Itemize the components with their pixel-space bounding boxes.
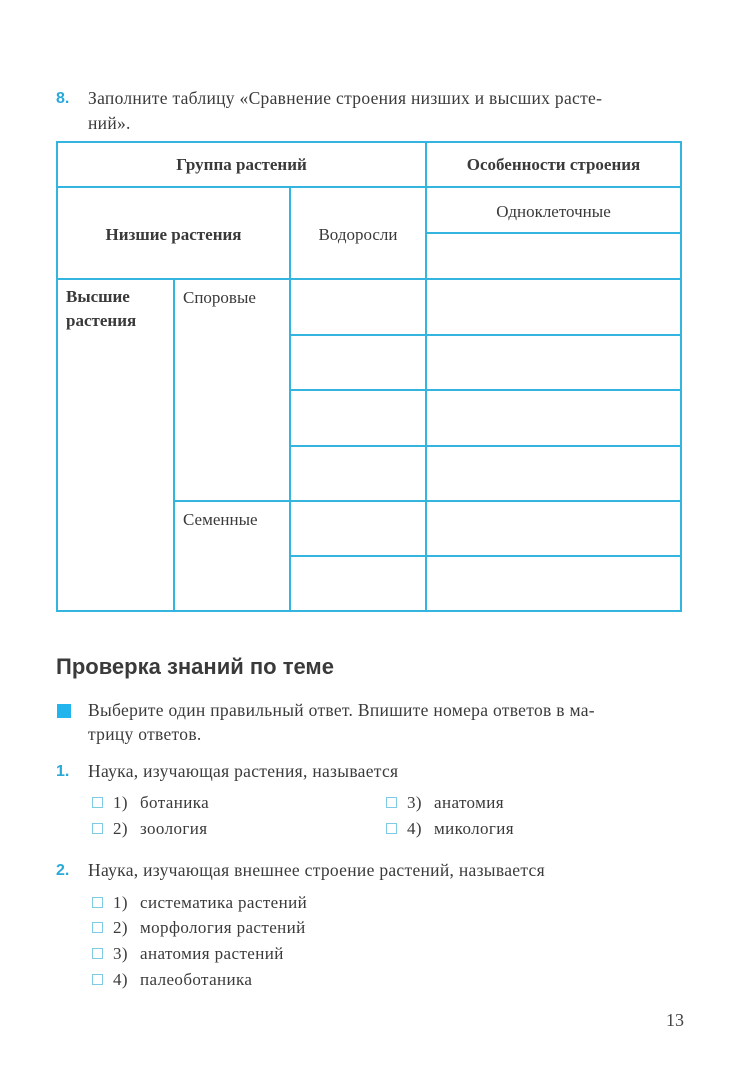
table-divider — [173, 278, 175, 612]
instruction-line1: Выберите один правильный ответ. Впишите номера ответов в ма- — [88, 700, 595, 720]
answer-cell[interactable] — [291, 391, 425, 445]
option-number: 1) — [113, 893, 128, 912]
square-bullet-icon — [57, 704, 71, 718]
task-text-line1: Заполните таблицу «Сравнение строения низших и высших расте- — [88, 88, 603, 108]
header-group: Группа растений — [176, 155, 307, 174]
task-text-line2: ний». — [88, 113, 131, 133]
answer-cell[interactable] — [427, 557, 680, 610]
option-label: анатомия — [434, 793, 505, 812]
answer-cell[interactable] — [427, 234, 680, 278]
answer-cell[interactable] — [291, 502, 425, 555]
page-number: 13 — [666, 1010, 684, 1030]
option-checkbox[interactable] — [386, 823, 397, 834]
answer-cell[interactable] — [291, 336, 425, 389]
header-features: Особенности строения — [466, 155, 641, 174]
table-border-top — [56, 141, 682, 143]
lower-plants-label: Низшие растения — [105, 225, 242, 244]
option-checkbox[interactable] — [386, 797, 397, 808]
answer-cell[interactable] — [427, 336, 680, 389]
answer-cell[interactable] — [291, 280, 425, 334]
answer-cell[interactable] — [427, 391, 680, 445]
option-label: систематика растений — [140, 893, 308, 912]
table-border-bottom — [56, 610, 682, 612]
option-number: 2) — [113, 918, 128, 937]
option-label: морфология растений — [140, 918, 306, 937]
option-checkbox[interactable] — [92, 823, 103, 834]
table-border-left — [56, 141, 58, 612]
question-number: 2. — [56, 862, 70, 879]
task-number: 8. — [56, 90, 70, 107]
option-number: 2) — [113, 819, 128, 838]
table-divider — [56, 186, 682, 188]
answer-cell[interactable] — [427, 502, 680, 555]
spore-plants-label: Споровые — [183, 288, 256, 307]
higher-plants-label-line2: растения — [66, 311, 137, 330]
higher-plants-label-line1: Высшие — [66, 287, 130, 306]
option-number: 3) — [113, 944, 128, 963]
section-title: Проверка знаний по теме — [56, 654, 334, 679]
question-text: Наука, изучающая внешнее строение растений, называется — [88, 860, 545, 880]
question-number: 1. — [56, 763, 70, 780]
answer-cell[interactable] — [291, 447, 425, 500]
option-label: микология — [434, 819, 515, 838]
instruction-line2: трицу ответов. — [88, 724, 202, 744]
option-checkbox[interactable] — [92, 797, 103, 808]
answer-cell[interactable] — [291, 557, 425, 610]
table-border-right — [680, 141, 682, 612]
option-number: 1) — [113, 793, 128, 812]
answer-cell[interactable] — [427, 280, 680, 334]
option-checkbox[interactable] — [92, 897, 103, 908]
option-number: 4) — [113, 970, 128, 989]
question-text: Наука, изучающая растения, называется — [88, 761, 399, 781]
option-number: 4) — [407, 819, 422, 838]
unicellular-label: Одноклеточные — [496, 202, 611, 221]
algae-label: Водоросли — [318, 225, 398, 244]
option-label: ботаника — [140, 793, 210, 812]
answer-cell[interactable] — [427, 447, 680, 500]
option-checkbox[interactable] — [92, 948, 103, 959]
option-label: анатомия растений — [140, 944, 284, 963]
option-checkbox[interactable] — [92, 922, 103, 933]
option-number: 3) — [407, 793, 422, 812]
option-label: зоология — [140, 819, 208, 838]
option-label: палеоботаника — [140, 970, 253, 989]
seed-plants-label: Семенные — [183, 510, 258, 529]
option-checkbox[interactable] — [92, 974, 103, 985]
